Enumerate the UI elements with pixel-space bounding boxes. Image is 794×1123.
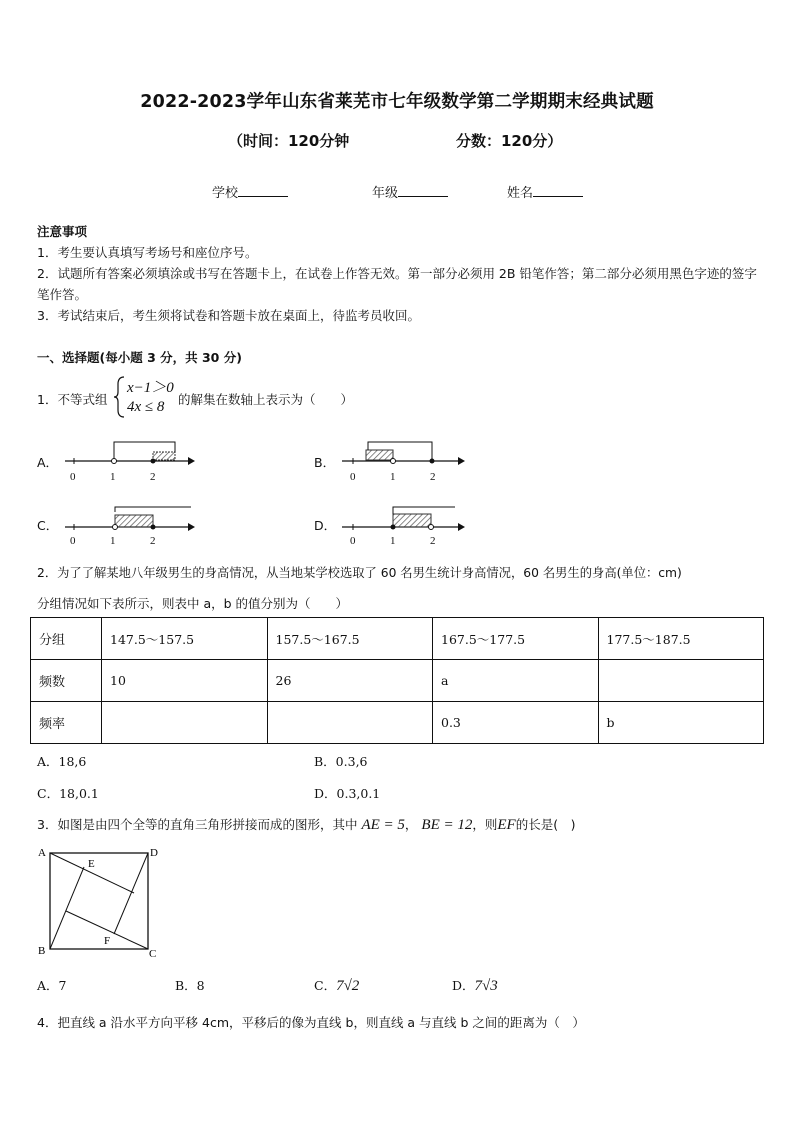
exam-time: （时间：120分钟 (228, 132, 350, 150)
outer-square (50, 853, 148, 949)
axis-arrow-icon (188, 523, 195, 531)
name-field[interactable] (507, 182, 583, 201)
q1-option-d-number-line[interactable] (340, 500, 465, 538)
school-blank[interactable] (238, 184, 288, 197)
closed-point (151, 459, 156, 464)
tick-label: 0 (70, 471, 76, 483)
closed-point (430, 459, 435, 464)
name-label: 姓名 (507, 186, 534, 201)
point-label: A (38, 847, 46, 859)
table-cell: 0.3 (433, 702, 599, 744)
q3-option-c-label: C． (314, 978, 337, 993)
segment-dg (114, 853, 148, 934)
q3-option-d-math: 7√3 (474, 978, 498, 994)
point-label: E (88, 858, 95, 870)
closed-point (151, 525, 156, 530)
table-cell: 频率 (31, 702, 102, 744)
q2-option-b[interactable]: B．0.3,6 (314, 754, 368, 769)
tick-label: 0 (350, 535, 356, 547)
q3-option-a[interactable]: A．7 (37, 978, 67, 993)
q1-option-a-number-line[interactable] (60, 436, 195, 484)
q4-stem: 4．把直线 a 沿水平方向平移 4cm，平移后的像为直线 b，则直线 a 与直线 b 之间的距离为（ ） (37, 1015, 585, 1030)
q1-prefix: 1．不等式组 (37, 392, 108, 407)
segment-be (50, 867, 84, 949)
q1-inequality-2: 4x ≤ 8 (127, 399, 165, 415)
closed-point (391, 525, 396, 530)
q3-mid: ，则 (472, 817, 498, 832)
solution-shade (393, 514, 431, 527)
q3-option-b[interactable]: B．8 (175, 978, 205, 993)
tick-label: 2 (430, 471, 436, 483)
exam-score: 分数：120分） (456, 132, 563, 150)
tick-label: 2 (150, 535, 156, 547)
table-row (31, 702, 764, 744)
q2-option-a[interactable]: A．18,6 (37, 754, 87, 769)
tick-label: 1 (390, 471, 396, 483)
table-cell: 频数 (31, 660, 102, 702)
grade-field[interactable] (372, 182, 448, 201)
axis-arrow-icon (458, 457, 465, 465)
q2-option-c[interactable]: C．18,0.1 (37, 786, 99, 801)
point-label: D (150, 847, 158, 859)
q3-option-d-label: D． (452, 978, 475, 993)
table-row (31, 660, 764, 702)
axis-arrow-icon (188, 457, 195, 465)
tick-label: 2 (150, 471, 156, 483)
table-cell (267, 702, 433, 744)
grade-label: 年级 (372, 186, 399, 201)
q1-suffix: 的解集在数轴上表示为（ ） (178, 392, 354, 407)
name-blank[interactable] (533, 184, 583, 197)
q1-option-c-number-line[interactable] (60, 500, 195, 538)
school-field[interactable] (212, 182, 288, 201)
q3-eq1: AE = 5 (361, 817, 405, 833)
table-cell: 分组 (31, 618, 102, 660)
notice-item: 3．考试结束后，考生须将试卷和答题卡放在桌面上，待监考员收回。 (37, 308, 420, 323)
frequency-table (30, 617, 764, 744)
q3-stem: 3．如图是由四个全等的直角三角形拼接而成的图形，其中 AE = 5， BE = 12，则EF的长是( ) (37, 817, 576, 833)
table-cell: 157.5～167.5 (267, 618, 433, 660)
table-cell: a (433, 660, 599, 702)
q2-stem-line2: 分组情况如下表所示，则表中 a，b 的值分别为（ ） (37, 596, 349, 611)
tick-label: 0 (70, 535, 76, 547)
table-cell: 177.5～187.5 (598, 618, 764, 660)
table-cell: 147.5～157.5 (102, 618, 268, 660)
axis-arrow-icon (458, 523, 465, 531)
notice-item: 1．考生要认真填写考场号和座位序号。 (37, 245, 258, 260)
table-cell (598, 660, 764, 702)
grade-blank[interactable] (398, 184, 448, 197)
open-point (112, 459, 117, 464)
q3-option-c[interactable] (314, 976, 359, 995)
solution-shade (366, 450, 393, 460)
q3-square-figure (36, 842, 166, 962)
q3-ef: EF (497, 817, 516, 833)
table-row (31, 618, 764, 660)
page-title: 2022-2023学年山东省莱芜市七年级数学第二学期期末经典试题 (140, 92, 654, 112)
q3-eq2: BE = 12 (421, 817, 473, 833)
notice-section (37, 221, 762, 326)
table-cell: 167.5～177.5 (433, 618, 599, 660)
q1-option-b-number-line[interactable] (340, 436, 465, 484)
point-label: C (149, 948, 157, 960)
q3-prefix: 3．如图是由四个全等的直角三角形拼接而成的图形，其中 (37, 817, 358, 832)
q2-stem-line1: 2．为了了解某地八年级男生的身高情况，从当地某学校选取了 60 名男生统计身高情况，60 名男生的身高(单位：cm) (37, 566, 682, 580)
q1-option-b-label[interactable]: B． (314, 455, 336, 470)
open-point (113, 525, 118, 530)
table-cell: 10 (102, 660, 268, 702)
solution-shade (115, 515, 153, 527)
point-label: B (38, 945, 46, 957)
tick-label: 2 (430, 535, 436, 547)
tick-label: 1 (390, 535, 396, 547)
tick-label: 0 (350, 471, 356, 483)
q1-inequality-1: x−1＞0 (127, 380, 174, 396)
table-cell: 26 (267, 660, 433, 702)
table-cell (102, 702, 268, 744)
point-label: F (104, 935, 111, 947)
q3-suffix: 的长是( ) (515, 817, 576, 832)
q1-option-c-label[interactable]: C． (37, 518, 59, 533)
open-point (391, 459, 396, 464)
q3-option-d[interactable] (452, 976, 498, 995)
school-label: 学校 (212, 186, 239, 201)
tick-label: 1 (110, 535, 116, 547)
section-heading: 一、选择题(每小题 3 分，共 30 分) (37, 350, 242, 365)
q1-brace (114, 376, 126, 418)
open-point (429, 525, 434, 530)
solution-shade (153, 452, 175, 460)
q1-option-d-label[interactable]: D． (314, 518, 337, 533)
q1-option-a-label[interactable]: A． (37, 455, 59, 470)
notice-item: 2．试题所有答案必须填涂或书写在答题卡上，在试卷上作答无效。第一部分必须用 2B 铅笔作答；第二部分必须用黑色字迹的签字笔作答。 (37, 266, 757, 302)
q2-option-d[interactable]: D．0.3,0.1 (314, 786, 381, 801)
table-cell: b (598, 702, 764, 744)
tick-label: 1 (110, 471, 116, 483)
notice-title: 注意事项 (37, 224, 88, 239)
q3-option-c-math: 7√2 (336, 978, 360, 994)
